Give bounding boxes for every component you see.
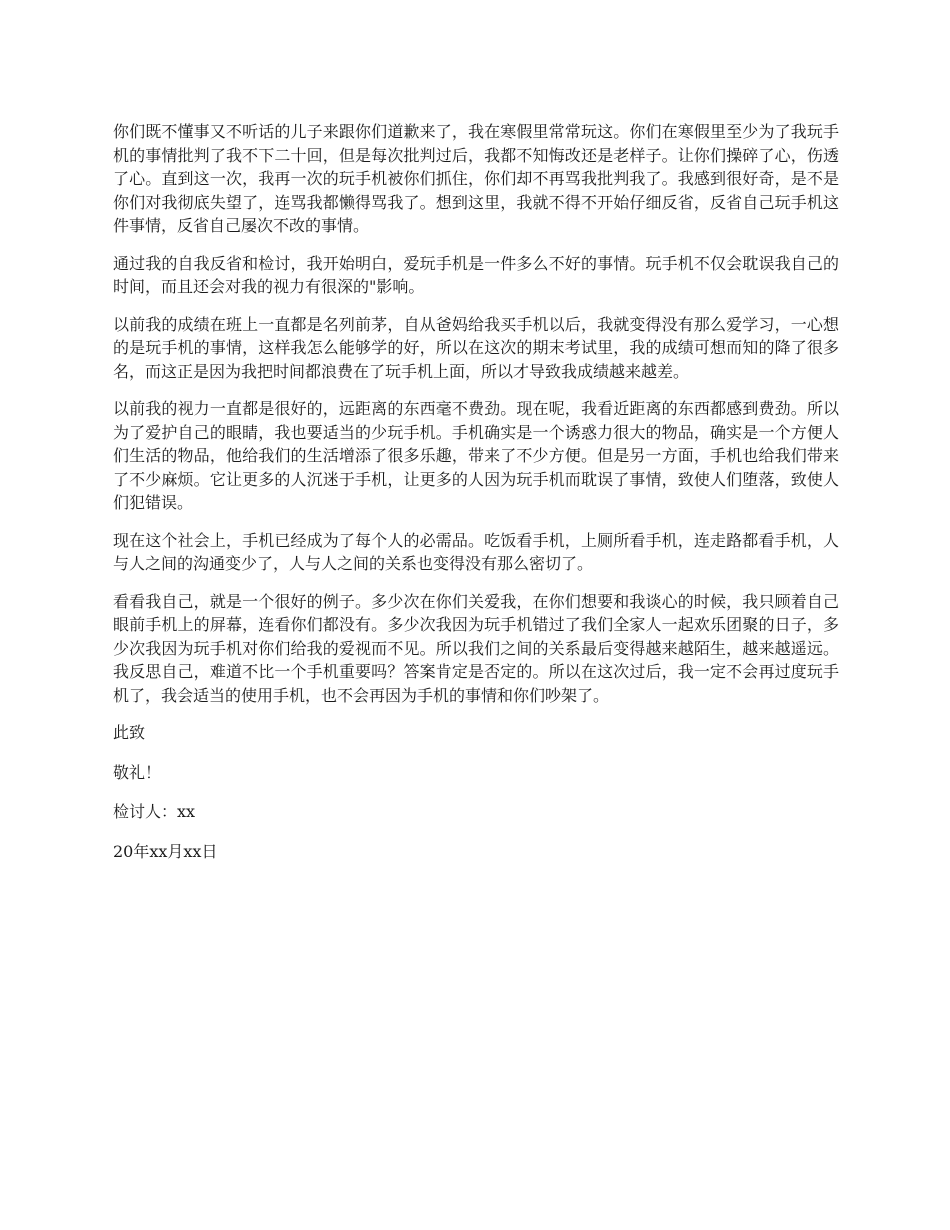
paragraph-5: 现在这个社会上，手机已经成为了每个人的必需品。吃饭看手机，上厕所看手机，连走路都看手机，人与人之间的沟通变少了，人与人之间的关系也变得没有那么密切了。 bbox=[113, 530, 839, 573]
closing-salutation: 此致 bbox=[113, 723, 146, 742]
closing-regards: 敬礼！ bbox=[113, 762, 162, 782]
document-body bbox=[113, 120, 839, 879]
closing-signature: 检讨人：xx bbox=[113, 802, 196, 821]
paragraph-3: 以前我的成绩在班上一直都是名列前茅，自从爸妈给我买手机以后，我就变得没有那么爱学习，一心想的是玩手机的事情，这样我怎么能够学的好，所以在这次的期末考试里，我的成绩可想而知的降了很多名，而这正是因为我把时间都浪费在了玩手机上面，所以才导致我成绩越来越差。 bbox=[113, 314, 839, 381]
paragraph-6: 看看我自己，就是一个很好的例子。多少次在你们关爱我，在你们想要和我谈心的时候，我只顾着自己眼前手机上的屏幕，连看你们都没有。多少次我因为玩手机错过了我们全家人一起欢乐团聚的日子，多少次我因为玩手机对你们给我的爱视而不见。所以我们之间的关系最后变得越来越陌生，越来越遥远。我反思自己，难道不比一个手机重要吗？答案肯定是否定的。所以在这次过后，我一定不会再过度玩手机了，我会适当的使用手机，也不会再因为手机的事情和你们吵架了。 bbox=[113, 591, 839, 705]
paragraph-4: 以前我的视力一直都是很好的，远距离的东西毫不费劲。现在呢，我看近距离的东西都感到费劲。所以为了爱护自己的眼睛，我也要适当的少玩手机。手机确实是一个诱惑力很大的物品，确实是一个方便人们生活的物品，他给我们的生活增添了很多乐趣，带来了不少方便。但是另一方面，手机也给我们带来了不少麻烦。它让更多的人沉迷于手机，让更多的人因为玩手机而耽误了事情，致使人们堕落，致使人们犯错误。 bbox=[113, 399, 839, 512]
closing-block bbox=[113, 721, 839, 863]
paragraph-2: 通过我的自我反省和检讨，我开始明白，爱玩手机是一件多么不好的事情。玩手机不仅会耽误我自己的时间，而且还会对我的视力有很深的"影响。 bbox=[113, 253, 839, 296]
paragraph-1: 你们既不懂事又不听话的儿子来跟你们道歉来了，我在寒假里常常玩这。你们在寒假里至少为了我玩手机的事情批判了我不下二十回，但是每次批判过后，我都不知悔改还是老样子。让你们操碎了心，伤透了心。直到这一次，我再一次的玩手机被你们抓住，你们却不再骂我批判我了。我感到很好奇，是不是你们对我彻底失望了，连骂我都懒得骂我了。想到这里，我就不得不开始仔细反省，反省自己玩手机这件事情，反省自己屡次不改的事情。 bbox=[113, 122, 839, 235]
closing-date: 20年xx月xx日 bbox=[113, 841, 218, 861]
